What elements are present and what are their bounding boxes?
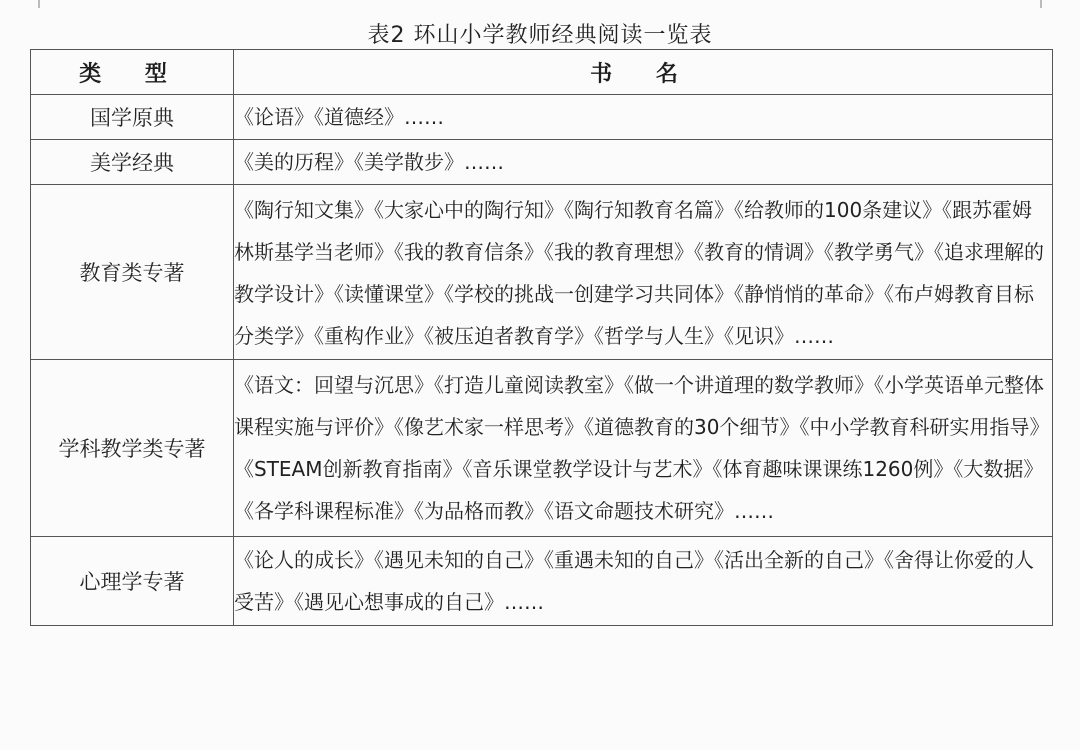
row-books-subject-teaching: 《语文：回望与沉思》《打造儿童阅读教室》《做一个讲道理的数学教师》《小学英语单元整体课程实施与评价》《像艺术家一样思考》《道德教育的30个细节》《中小学教育科研实用指导》《STEAM创新教育指南》《音乐课堂教学设计与艺术》《体育趣味课课练1260例》《大数据》《各学科课程标准》《为品格而教》《语文命题技术研究》……: [234, 360, 1053, 537]
row-books-education: 《陶行知文集》《大家心中的陶行知》《陶行知教育名篇》《给教师的100条建议》《跟苏霍姆林斯基学当老师》《我的教育信条》《我的教育理想》《教育的情调》《教学勇气》《追求理解的教学设计》《读懂课堂》《学校的挑战一创建学习共同体》《静悄悄的革命》《布卢姆教育目标分类学》《重构作业》《被压迫者教育学》《哲学与人生》《见识》……: [234, 185, 1053, 360]
row-type-psychology: 心理学专著: [31, 537, 234, 626]
table-row: [31, 140, 1053, 185]
row-type-aesthetics: 美学经典: [31, 140, 234, 185]
row-books-classics: 《论语》《道德经》……: [234, 95, 1053, 140]
table-row: [31, 185, 1053, 360]
header-books: 书 名: [234, 50, 1053, 95]
row-type-classics: 国学原典: [31, 95, 234, 140]
row-books-psychology: 《论人的成长》《遇见未知的自己》《重遇未知的自己》《活出全新的自己》《舍得让你爱的人受苦》《遇见心想事成的自己》……: [234, 537, 1053, 626]
row-books-aesthetics: 《美的历程》《美学散步》……: [234, 140, 1053, 185]
table-caption: 表2 环山小学教师经典阅读一览表: [367, 23, 713, 48]
page-edge-mark-right: [1040, 0, 1042, 8]
page-edge-mark-left: [38, 0, 40, 8]
table-row: [31, 360, 1053, 537]
header-type: 类 型: [31, 50, 234, 95]
row-type-subject-teaching: 学科教学类专著: [31, 360, 234, 537]
table-row: [31, 537, 1053, 626]
table-row: [31, 95, 1053, 140]
row-type-education: 教育类专著: [31, 185, 234, 360]
reading-list-table: [30, 49, 1053, 626]
table-header-row: [31, 50, 1053, 95]
